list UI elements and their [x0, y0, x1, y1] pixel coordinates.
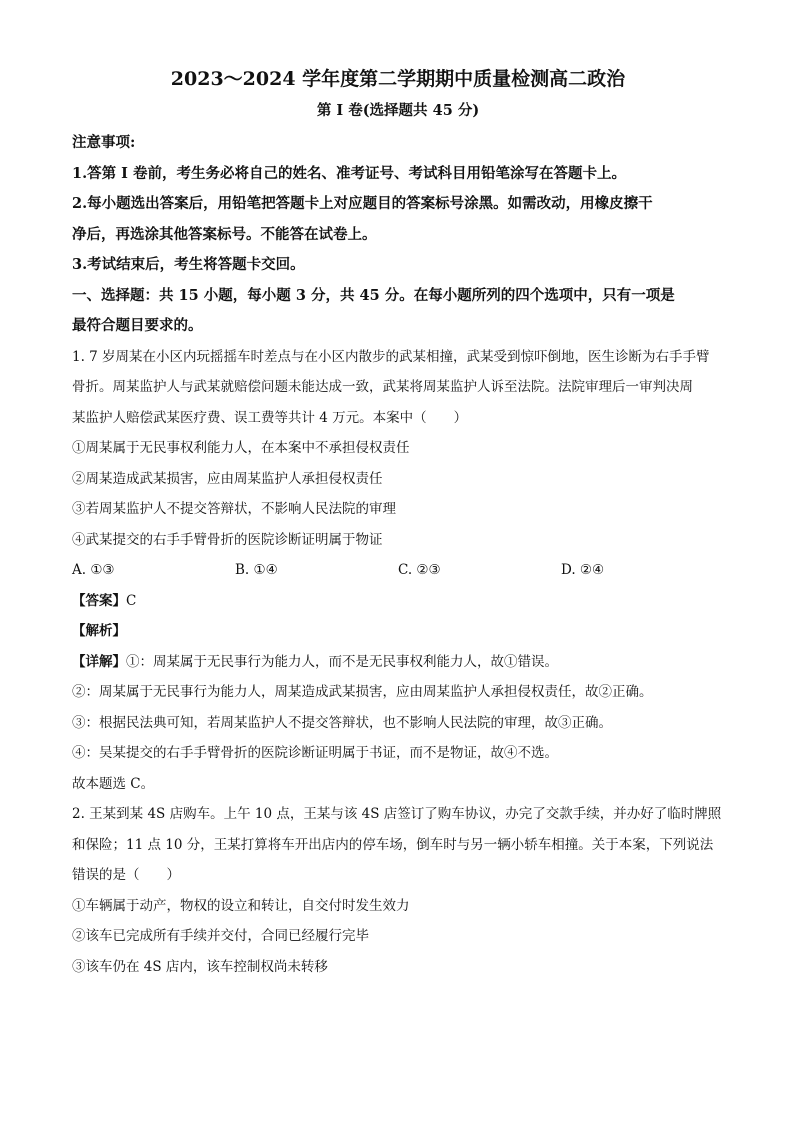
answer-line: [72, 586, 724, 617]
question-1-statement: ①周某属于无民事权利能力人，在本案中不承担侵权责任: [72, 440, 410, 456]
question-1-options: [72, 555, 724, 586]
conclusion-line: 故本题选 C。: [72, 775, 155, 792]
detail-tag: 【详解】: [72, 653, 126, 670]
notice-heading: 注意事项:: [72, 134, 136, 151]
answer-tag: 【答案】: [72, 592, 126, 609]
option-a: A. ①③: [72, 562, 115, 578]
analysis-tag: 【解析】: [72, 623, 126, 639]
section-instruction: 一、选择题：共 15 小题，每小题 3 分，共 45 分。在每小题所列的四个选项中，只有一项是: [72, 286, 675, 304]
detail-line: ④：吴某提交的右手手臂骨折的医院诊断证明属于书证，而不是物证，故④不选。: [72, 745, 558, 761]
detail-line: ③：根据民法典可知，若周某监护人不提交答辩状，也不影响人民法院的审理，故③正确。: [72, 714, 612, 731]
page-title: 2023～2024 学年度第二学期期中质量检测高二政治: [170, 68, 626, 90]
option-b: B. ①④: [235, 562, 278, 578]
question-2-stem: 错误的是（ ）: [72, 867, 180, 883]
notice-item: 3.考试结束后，考生将答题卡交回。: [72, 256, 305, 273]
question-1-stem: 1. 7 岁周某在小区内玩摇摇车时差点与在小区内散步的武某相撞，武某受到惊吓倒地，医生诊断为右手手臂: [72, 348, 710, 365]
detail-line: [72, 647, 724, 678]
question-2-stem: 和保险；11 点 10 分，王某打算将车开出店内的停车场，倒车时与另一辆小轿车相撞。关于本案，下列说法: [72, 836, 714, 853]
section-instruction: 最符合题目要求的。: [72, 317, 203, 334]
analysis-line: [72, 616, 724, 647]
question-1-statement: ④武某提交的右手手臂骨折的医院诊断证明属于物证: [72, 531, 383, 548]
answer-value: C: [126, 592, 137, 609]
option-d: D. ②④: [561, 562, 605, 578]
question-2-statement: ②该车已完成所有手续并交付，合同已经履行完毕: [72, 928, 369, 944]
section-subtitle: 第 I 卷(选择题共 45 分): [316, 102, 480, 119]
option-c: C. ②③: [398, 562, 441, 578]
notice-item: 2.每小题选出答案后，用铅笔把答题卡上对应题目的答案标号涂黑。如需改动，用橡皮擦干: [72, 195, 653, 212]
question-2-stem: 2. 王某到某 4S 店购车。上午 10 点，王某与该 4S 店签订了购车协议，办完了交款手续，并办好了临时牌照: [72, 806, 722, 822]
question-1-statement: ③若周某监护人不提交答辩状，不影响人民法院的审理: [72, 501, 396, 517]
detail-text: ①：周某属于无民事行为能力人，而不是无民事权利能力人，故①错误。: [126, 653, 558, 670]
notice-item: 1.答第 I 卷前，考生务必将自己的姓名、准考证号、考试科目用铅笔涂写在答题卡上。: [72, 164, 627, 182]
question-2-statement: ①车辆属于动产，物权的设立和转让，自交付时发生效力: [72, 897, 410, 914]
question-1-statement: ②周某造成武某损害，应由周某监护人承担侵权责任: [72, 470, 383, 487]
question-1-stem: 骨折。周某监护人与武某就赔偿问题未能达成一致，武某将周某监护人诉至法院。法院审理后一审判决周: [72, 379, 693, 395]
question-1-stem: 某监护人赔偿武某医疗费、误工费等共计 4 万元。本案中（ ）: [72, 409, 468, 426]
detail-line: ②：周某属于无民事行为能力人，周某造成武某损害，应由周某监护人承担侵权责任，故②正确。: [72, 684, 653, 700]
notice-item: 净后，再选涂其他答案标号。不能答在试卷上。: [72, 225, 377, 243]
question-2-statement: ③该车仍在 4S 店内，该车控制权尚未转移: [72, 958, 328, 975]
